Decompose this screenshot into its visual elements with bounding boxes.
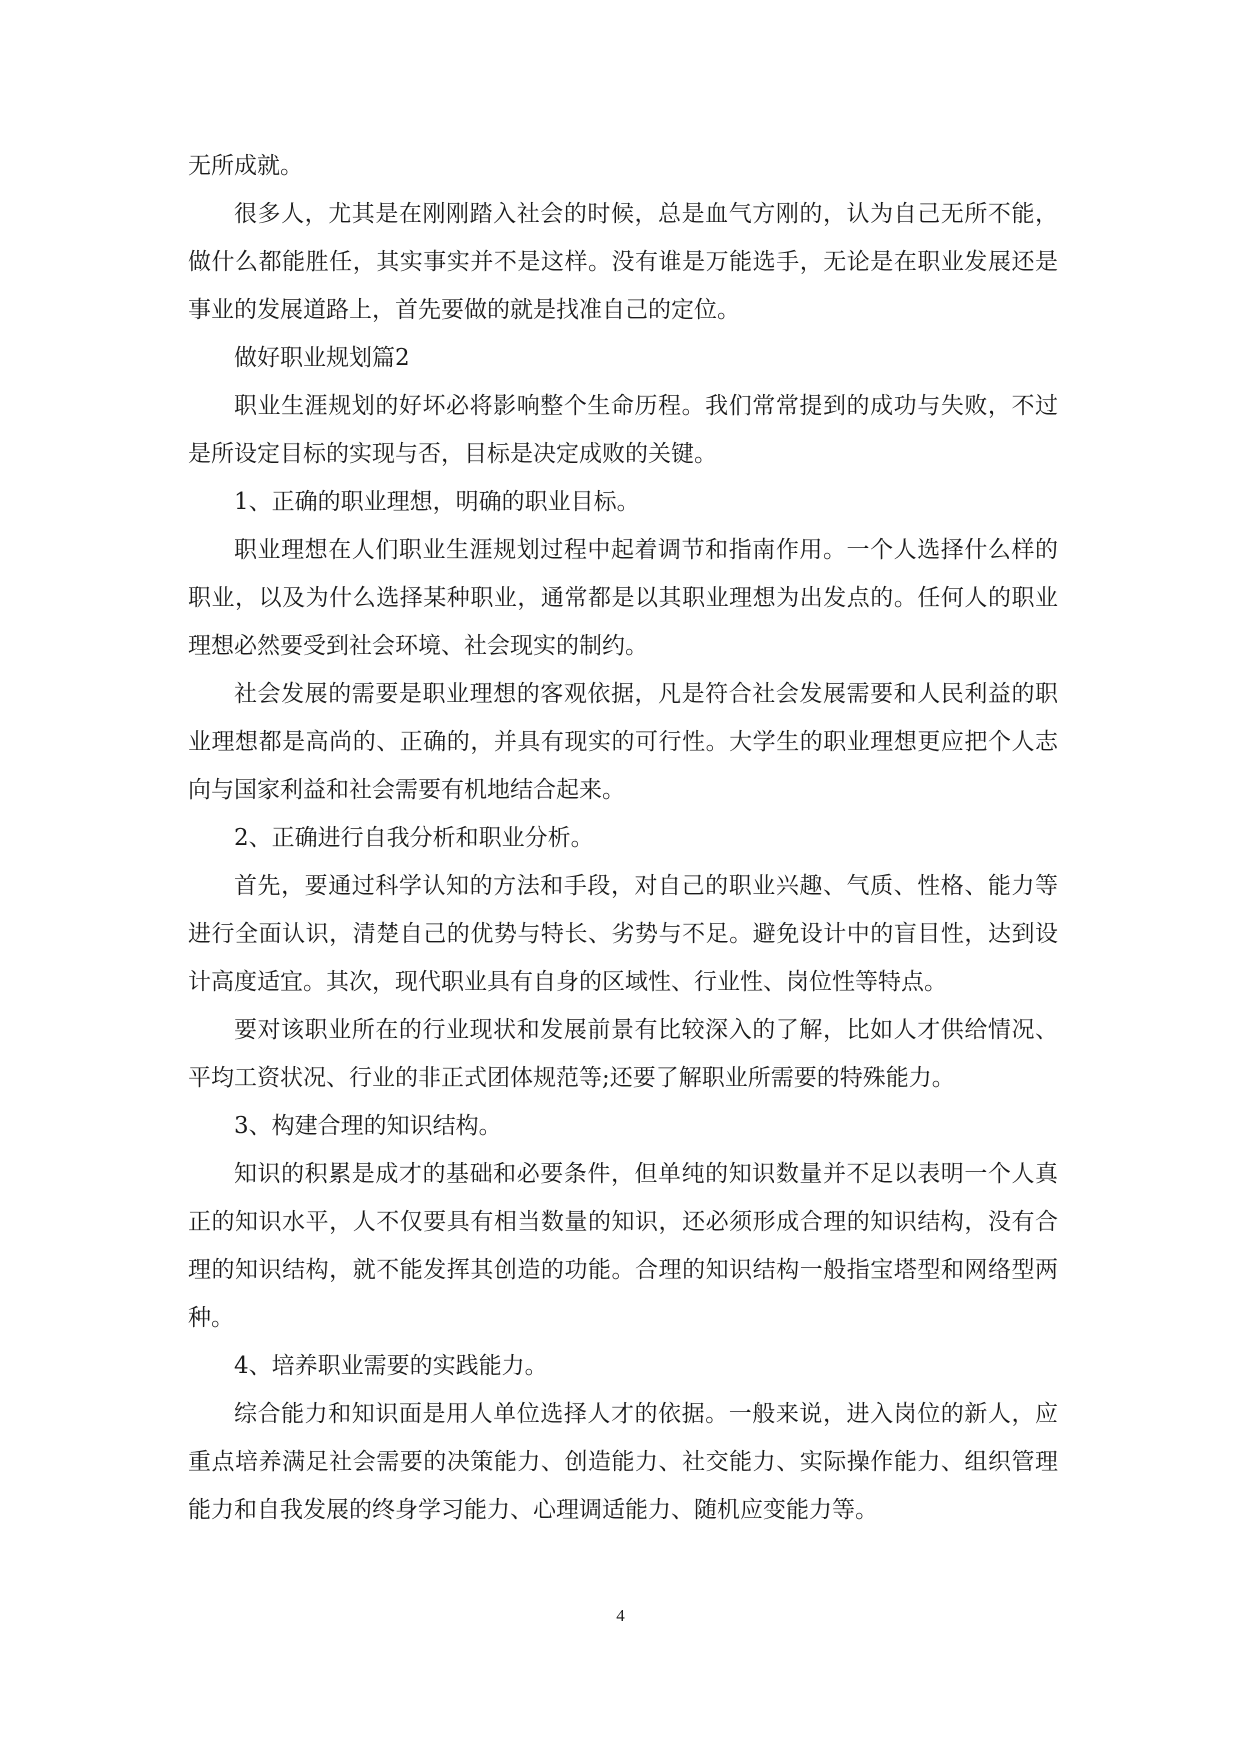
numbered-heading: 1、正确的职业理想，明确的职业目标。: [234, 489, 640, 515]
paragraph-continuation: 无所成就。: [188, 153, 303, 179]
numbered-heading: 3、构建合理的知识结构。: [234, 1113, 502, 1139]
paragraph: 很多人，尤其是在刚刚踏入社会的时候，总是血气方刚的，认为自己无所不能，做什么都能胜任，其实事实并不是这样。没有谁是万能选手，无论是在职业发展还是事业的发展道路上，首先要做的就是找准自己的定位。: [188, 201, 1058, 323]
numbered-heading: 4、培养职业需要的实践能力。: [234, 1353, 548, 1379]
paragraph: 综合能力和知识面是用人单位选择人才的依据。一般来说，进入岗位的新人，应重点培养满足社会需要的决策能力、创造能力、社交能力、实际操作能力、组织管理能力和自我发展的终身学习能力、心理调适能力、随机应变能力等。: [188, 1401, 1058, 1523]
paragraph: 要对该职业所在的行业现状和发展前景有比较深入的了解，比如人才供给情况、平均工资状况、行业的非正式团体规范等;还要了解职业所需要的特殊能力。: [188, 1017, 1058, 1091]
paragraph: 社会发展的需要是职业理想的客观依据，凡是符合社会发展需要和人民利益的职业理想都是高尚的、正确的，并具有现实的可行性。大学生的职业理想更应把个人志向与国家利益和社会需要有机地结合起来。: [188, 681, 1058, 803]
paragraph: 首先，要通过科学认知的方法和手段，对自己的职业兴趣、气质、性格、能力等进行全面认识，清楚自己的优势与特长、劣势与不足。避免设计中的盲目性，达到设计高度适宜。其次，现代职业具有自身的区域性、行业性、岗位性等特点。: [188, 873, 1058, 995]
page-number: 4: [616, 1606, 625, 1625]
document-body: [188, 142, 1058, 1534]
numbered-heading: 2、正确进行自我分析和职业分析。: [234, 825, 594, 851]
paragraph: 知识的积累是成才的基础和必要条件，但单纯的知识数量并不足以表明一个人真正的知识水平，人不仅要具有相当数量的知识，还必须形成合理的知识结构，没有合理的知识结构，就不能发挥其创造的功能。合理的知识结构一般指宝塔型和网络型两种。: [188, 1161, 1058, 1331]
paragraph: 职业生涯规划的好坏必将影响整个生命历程。我们常常提到的成功与失败，不过是所设定目标的实现与否，目标是决定成败的关键。: [188, 393, 1058, 467]
paragraph: 职业理想在人们职业生涯规划过程中起着调节和指南作用。一个人选择什么样的职业，以及为什么选择某种职业，通常都是以其职业理想为出发点的。任何人的职业理想必然要受到社会环境、社会现实的制约。: [188, 537, 1058, 659]
section-heading: 做好职业规划篇2: [234, 345, 410, 371]
